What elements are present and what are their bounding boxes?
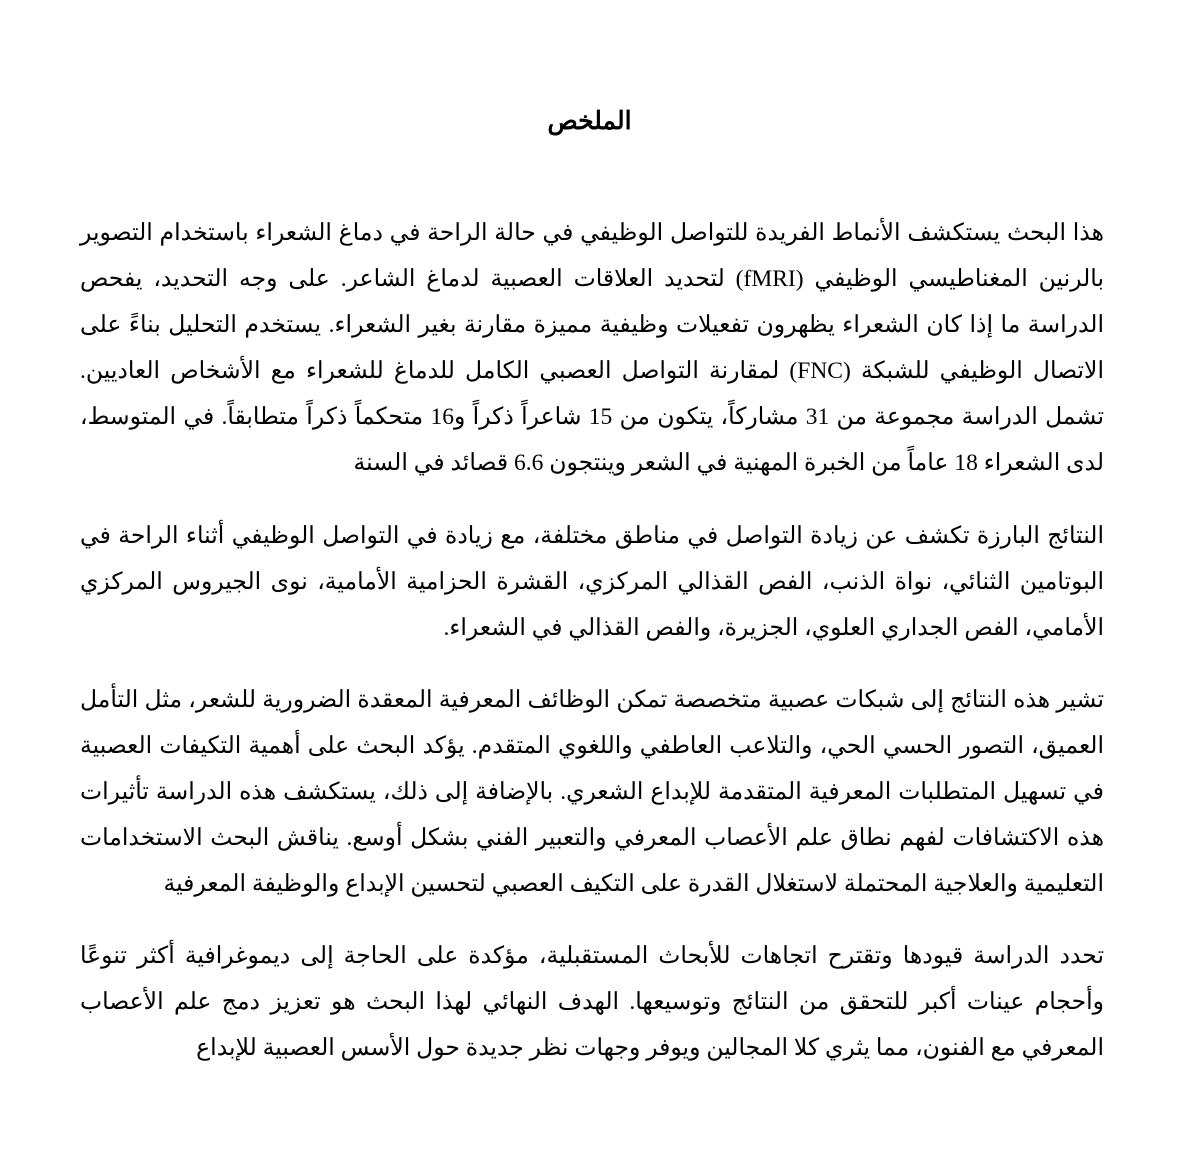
- abstract-title: الملخص: [547, 108, 632, 135]
- abstract-paragraph-1: هذا البحث يستكشف الأنماط الفريدة للتواصل الوظيفي في حالة الراحة في دماغ الشعراء باستخدام التصوير بالرنين المغناطيسي الوظيفي (fMRI) لتحديد العلاقات العصبية لدماغ الشاعر. على وجه التحديد، يفحص الدراسة ما إذا كان الشعراء يظهرون تفعيلات وظيفية مميزة مقارنة بغير الشعراء. يستخدم التحليل بناءً على الاتصال الوظيفي للشبكة (FNC) لمقارنة التواصل العصبي الكامل للدماغ للشعراء مع الأشخاص العاديين. تشمل الدراسة مجموعة من 31 مشاركاً، يتكون من 15 شاعراً ذكراً و16 متحكماً ذكراً متطابقاً. في المتوسط، لدى الشعراء 18 عاماً من الخبرة المهنية في الشعر وينتجون 6.6 قصائد في السنة: [80, 220, 1104, 476]
- abstract-paragraph-4: تحدد الدراسة قيودها وتقترح اتجاهات للأبحاث المستقبلية، مؤكدة على الحاجة إلى ديموغرافية أكثر تنوعًا وأحجام عينات أكبر للتحقق من النتائج وتوسيعها. الهدف النهائي لهذا البحث هو تعزيز دمج علم الأعصاب المعرفي مع الفنون، مما يثري كلا المجالين ويوفر وجهات نظر جديدة حول الأسس العصبية للإبداع: [80, 943, 1104, 1061]
- abstract-paragraph-2: النتائج البارزة تكشف عن زيادة التواصل في مناطق مختلفة، مع زيادة في التواصل الوظيفي أثناء الراحة في البوتامين الثنائي، نواة الذنب، الفص القذالي المركزي، القشرة الحزامية الأمامية، نوى الجيروس المركزي الأمامي، الفص الجداري العلوي، الجزيرة، والفص القذالي في الشعراء.: [80, 523, 1104, 641]
- abstract-paragraph-3: تشير هذه النتائج إلى شبكات عصبية متخصصة تمكن الوظائف المعرفية المعقدة الضرورية للشعر، مثل التأمل العميق، التصور الحسي الحي، والتلاعب العاطفي واللغوي المتقدم. يؤكد البحث على أهمية التكيفات العصبية في تسهيل المتطلبات المعرفية المتقدمة للإبداع الشعري. بالإضافة إلى ذلك، يستكشف هذه الدراسة تأثيرات هذه الاكتشافات لفهم نطاق علم الأعصاب المعرفي والتعبير الفني بشكل أوسع. يناقش البحث الاستخدامات التعليمية والعلاجية المحتملة لاستغلال القدرة على التكيف العصبي لتحسين الإبداع والوظيفة المعرفية: [80, 687, 1104, 897]
